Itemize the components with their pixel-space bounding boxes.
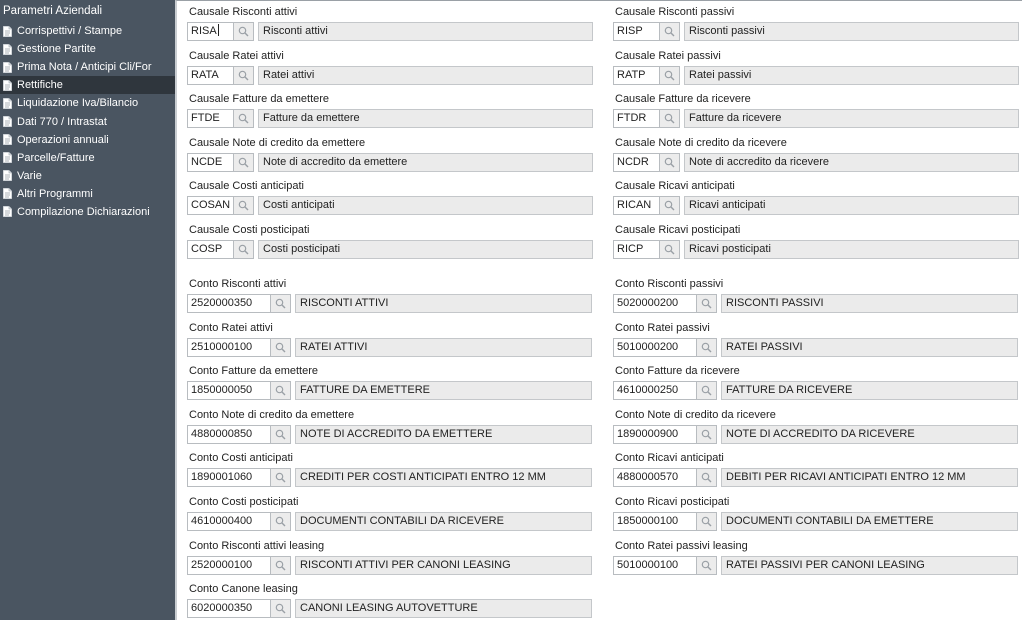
code-value: 4880000850 [191, 427, 253, 440]
description-field: CREDITI PER COSTI ANTICIPATI ENTRO 12 MM [295, 468, 592, 487]
code-value: 5010000100 [617, 558, 679, 571]
code-input[interactable] [187, 22, 234, 41]
code-input[interactable] [613, 468, 697, 487]
search-icon[interactable] [697, 381, 717, 400]
code-value: RATP [617, 68, 646, 81]
field-label: Causale Fatture da ricevere [615, 93, 751, 106]
search-icon[interactable] [697, 338, 717, 357]
code-value: 1890001060 [191, 471, 253, 484]
code-value: 5020000200 [617, 297, 679, 309]
field-label: Conto Ratei passivi [615, 321, 710, 334]
search-icon[interactable] [271, 381, 291, 400]
code-input[interactable] [613, 338, 697, 357]
search-icon[interactable] [697, 425, 717, 444]
code-input[interactable] [187, 381, 271, 400]
code-input[interactable] [613, 153, 660, 172]
sidebar-item-label: Dati 770 / Intrastat [17, 115, 107, 128]
description-field: RISCONTI PASSIVI [721, 294, 1018, 313]
sidebar-item-label: Altri Programmi [17, 187, 93, 200]
search-icon[interactable] [697, 294, 717, 313]
code-value: 2520000100 [191, 558, 253, 571]
code-input[interactable] [613, 240, 660, 259]
document-icon [3, 152, 12, 163]
field-label: Causale Ratei passivi [615, 49, 721, 62]
code-input[interactable] [613, 556, 697, 575]
code-input[interactable] [187, 240, 234, 259]
search-icon[interactable] [271, 294, 291, 313]
code-value: 1850000100 [617, 515, 679, 527]
field-label: Causale Ricavi posticipati [615, 224, 741, 236]
field-label: Causale Note di credito da ricevere [615, 136, 787, 149]
description-field: RISCONTI ATTIVI [295, 294, 592, 313]
search-icon[interactable] [697, 556, 717, 575]
search-icon[interactable] [660, 240, 680, 259]
sidebar-item-label: Parcelle/Fatture [17, 151, 95, 164]
search-icon[interactable] [234, 153, 254, 172]
field-label: Conto Risconti attivi [189, 278, 287, 290]
field-label: Causale Costi anticipati [189, 180, 304, 193]
document-icon [3, 188, 12, 199]
description-field: Ratei attivi [258, 66, 593, 85]
code-value: NCDR [617, 155, 649, 168]
description-field: FATTURE DA EMETTERE [295, 381, 592, 400]
sidebar-item-liquidazione-iva-bilancio[interactable] [0, 94, 175, 112]
field-label: Conto Risconti attivi leasing [189, 539, 325, 552]
field-label: Causale Costi posticipati [189, 224, 310, 236]
search-icon[interactable] [271, 425, 291, 444]
sidebar-item-label: Liquidazione Iva/Bilancio [17, 97, 139, 110]
field-label: Conto Note di credito da ricevere [615, 408, 776, 421]
description-field: CANONI LEASING AUTOVETTURE [295, 599, 592, 618]
field-label: Conto Ricavi posticipati [615, 496, 730, 508]
search-icon[interactable] [234, 196, 254, 215]
field-label: Causale Risconti passivi [615, 6, 735, 18]
search-icon[interactable] [271, 599, 291, 618]
document-icon [3, 206, 12, 217]
code-input[interactable] [613, 109, 660, 128]
search-icon[interactable] [697, 512, 717, 531]
sidebar-items [0, 22, 175, 221]
code-value: COSP [191, 243, 223, 255]
code-value: 2510000100 [191, 340, 253, 353]
code-input[interactable] [187, 425, 271, 444]
description-field: Fatture da ricevere [684, 109, 1019, 128]
sidebar-item-parcelle-fatture[interactable] [0, 149, 175, 167]
code-input[interactable] [613, 512, 697, 531]
search-icon[interactable] [697, 468, 717, 487]
code-value: RISP [617, 25, 643, 37]
code-input[interactable] [613, 66, 660, 85]
sidebar-item-prima-nota-anticipi-cli-for[interactable] [0, 58, 175, 76]
sidebar-item-dati-770-intrastat[interactable] [0, 112, 175, 130]
code-input[interactable] [187, 196, 234, 215]
code-input[interactable] [613, 425, 697, 444]
code-value: NCDE [191, 155, 223, 168]
field-label: Conto Ricavi anticipati [615, 452, 724, 465]
field-label: Conto Risconti passivi [615, 278, 724, 290]
description-field: DOCUMENTI CONTABILI DA EMETTERE [721, 512, 1018, 531]
search-icon[interactable] [234, 66, 254, 85]
document-icon [3, 134, 12, 145]
code-input[interactable] [613, 294, 697, 313]
field-label: Conto Costi anticipati [189, 452, 293, 465]
document-icon [3, 116, 12, 127]
code-value: RICAN [617, 199, 652, 212]
search-icon[interactable] [660, 109, 680, 128]
code-input[interactable] [613, 22, 660, 41]
field-label: Conto Fatture da ricevere [615, 365, 740, 378]
field-label: Conto Ratei attivi [189, 321, 273, 334]
code-value: 1890000900 [617, 427, 679, 440]
description-field: Costi posticipati [258, 240, 593, 259]
code-input[interactable] [187, 599, 271, 618]
description-field: Costi anticipati [258, 196, 593, 215]
search-icon[interactable] [271, 512, 291, 531]
description-field: RATEI PASSIVI [721, 338, 1018, 357]
description-field: RATEI ATTIVI [295, 338, 592, 357]
field-label: Causale Risconti attivi [189, 6, 298, 18]
code-input[interactable] [187, 153, 234, 172]
code-input[interactable] [613, 196, 660, 215]
code-value: 1850000050 [191, 384, 253, 397]
search-icon[interactable] [234, 22, 254, 41]
sidebar-item-compilazione-dichiarazioni[interactable] [0, 203, 175, 221]
search-icon[interactable] [271, 556, 291, 575]
code-value: 4880000570 [617, 471, 679, 484]
description-field: Note di accredito da ricevere [684, 153, 1019, 172]
search-icon[interactable] [660, 153, 680, 172]
sidebar-item-operazioni-annuali[interactable] [0, 131, 175, 149]
description-field: Ratei passivi [684, 66, 1019, 85]
sidebar [0, 0, 175, 620]
code-value: 2520000350 [191, 297, 253, 309]
sidebar-item-varie[interactable] [0, 167, 175, 185]
description-field: DEBITI PER RICAVI ANTICIPATI ENTRO 12 MM [721, 468, 1018, 487]
description-field: Fatture da emettere [258, 109, 593, 128]
description-field: Note di accredito da emettere [258, 153, 593, 172]
code-value: FTDE [191, 112, 220, 125]
sidebar-item-corrispettivi-stampe[interactable] [0, 22, 175, 40]
description-field: NOTE DI ACCREDITO DA EMETTERE [295, 425, 592, 444]
code-value: 6020000350 [191, 602, 253, 615]
code-value: FTDR [617, 112, 647, 125]
code-input[interactable] [187, 66, 234, 85]
code-value: 4610000400 [191, 515, 253, 527]
document-icon [3, 98, 12, 109]
sidebar-item-label: Varie [17, 169, 42, 182]
field-label: Conto Note di credito da emettere [189, 408, 355, 421]
search-icon[interactable] [234, 240, 254, 259]
sidebar-item-label: Corrispettivi / Stampe [17, 25, 123, 38]
sidebar-item-label: Rettifiche [17, 79, 63, 92]
code-value: RISA [191, 25, 217, 37]
code-input[interactable] [187, 294, 271, 313]
sidebar-item-altri-programmi[interactable] [0, 185, 175, 203]
document-icon [3, 26, 12, 37]
sidebar-header: Parametri Aziendali [3, 5, 103, 17]
sidebar-item-rettifiche[interactable] [0, 76, 175, 94]
search-icon[interactable] [660, 22, 680, 41]
field-label: Causale Note di credito da emettere [189, 136, 366, 149]
description-field: DOCUMENTI CONTABILI DA RICEVERE [295, 512, 592, 531]
description-field: RATEI PASSIVI PER CANONI LEASING [721, 556, 1018, 575]
sidebar-item-label: Prima Nota / Anticipi Cli/For [17, 61, 152, 74]
document-icon [3, 170, 12, 181]
text-cursor [218, 24, 219, 36]
code-input[interactable] [187, 512, 271, 531]
sidebar-item-label: Gestione Partite [17, 43, 96, 56]
search-icon[interactable] [234, 109, 254, 128]
description-field: NOTE DI ACCREDITO DA RICEVERE [721, 425, 1018, 444]
field-label: Conto Ratei passivi leasing [615, 539, 748, 552]
search-icon[interactable] [660, 66, 680, 85]
code-input[interactable] [187, 556, 271, 575]
main-panel [175, 0, 1022, 620]
code-input[interactable] [187, 109, 234, 128]
search-icon[interactable] [271, 468, 291, 487]
code-value: 4610000250 [617, 384, 679, 397]
description-field: Ricavi posticipati [684, 240, 1019, 259]
field-label: Conto Fatture da emettere [189, 365, 319, 378]
field-label: Conto Canone leasing [189, 583, 298, 596]
code-value: COSAN [191, 199, 231, 212]
sidebar-item-label: Compilazione Dichiarazioni [17, 205, 150, 218]
search-icon[interactable] [660, 196, 680, 215]
code-input[interactable] [187, 338, 271, 357]
description-field: Ricavi anticipati [684, 196, 1019, 215]
document-icon [3, 80, 12, 91]
sidebar-item-gestione-partite[interactable] [0, 40, 175, 58]
code-value: RICP [617, 243, 644, 255]
description-field: RISCONTI ATTIVI PER CANONI LEASING [295, 556, 592, 575]
description-field: FATTURE DA RICEVERE [721, 381, 1018, 400]
code-value: RATA [191, 68, 219, 81]
field-label: Conto Costi posticipati [189, 496, 299, 508]
description-field: Risconti passivi [684, 22, 1019, 41]
code-input[interactable] [613, 381, 697, 400]
code-value: 5010000200 [617, 340, 679, 353]
search-icon[interactable] [271, 338, 291, 357]
sidebar-item-label: Operazioni annuali [17, 133, 109, 146]
code-input[interactable] [187, 468, 271, 487]
document-icon [3, 62, 12, 73]
field-label: Causale Ratei attivi [189, 49, 284, 62]
field-label: Causale Fatture da emettere [189, 93, 330, 106]
document-icon [3, 44, 12, 55]
field-label: Causale Ricavi anticipati [615, 180, 735, 193]
description-field: Risconti attivi [258, 22, 593, 41]
